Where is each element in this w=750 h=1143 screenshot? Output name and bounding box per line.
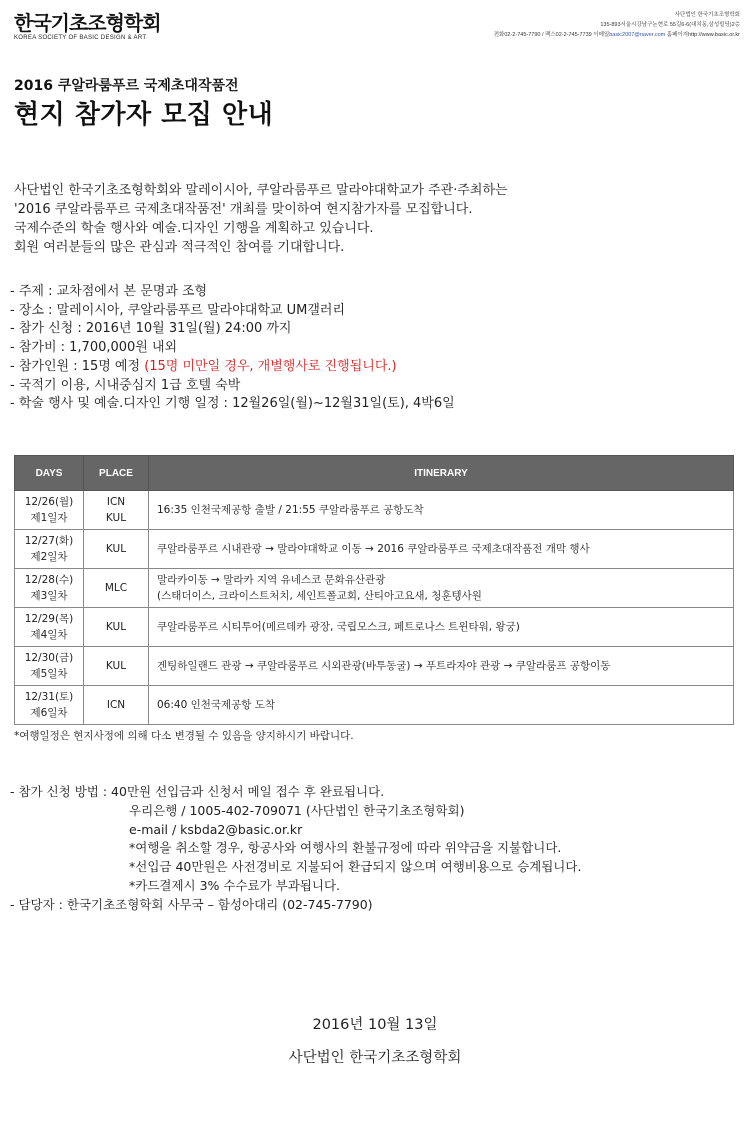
day-label: 제4일차 [30, 629, 68, 641]
place-cell [84, 491, 149, 530]
itinerary-text: 16:35 인천국제공항 출발 / 21:55 쿠알라룸푸르 공항도착 [157, 504, 424, 516]
intro-line: 국제수준의 학술 행사와 예술.디자인 기행을 계획하고 있습니다. [14, 221, 374, 236]
itinerary-header-row [15, 456, 734, 491]
day-cell [15, 647, 84, 686]
table-row [15, 530, 734, 569]
detail-participants [10, 358, 455, 377]
day-date: 12/30(금) [24, 652, 74, 664]
itinerary-cell [149, 686, 734, 725]
detail-lodging: - 국적기 이용, 시내중심지 1급 호텔 숙박 [10, 377, 241, 393]
day-label: 제1일자 [30, 512, 68, 524]
itinerary-text: 말라카이동 → 말라카 지역 유네스코 문화유산관광 [157, 574, 386, 586]
day-date: 12/31(토) [24, 691, 74, 703]
place-cell [84, 530, 149, 569]
table-row [15, 569, 734, 608]
itinerary-text: (스태더이스, 크라이스트처치, 세인트폴교회, 산티아고요새, 청훈텡사원 [157, 590, 482, 602]
header-contact-block [494, 10, 740, 40]
day-cell [15, 686, 84, 725]
contact-person: - 담당자 : 한국기초조형학회 사무국 – 함성아대리 (02-745-7790) [10, 896, 373, 912]
place-code: KUL [105, 660, 127, 672]
intro-line: '2016 쿠알라룸푸르 국제초대작품전' 개최를 맞이하여 현지참가자를 모집합니다. [14, 202, 473, 217]
place-code: KUL [105, 512, 127, 524]
place-code: KUL [105, 543, 127, 555]
header-itinerary: ITINERARY [149, 456, 734, 491]
cancel-policy: *여행을 취소할 경우, 항공사와 여행사의 환불규정에 따라 위약금을 지불합니다. [129, 840, 562, 856]
table-row [15, 647, 734, 686]
apply-method: - 참가 신청 방법 : 40만원 선입금과 신청서 메일 접수 후 완료됩니다. [10, 784, 385, 799]
itinerary-text: 쿠알라룸푸르 시내관광 → 말라야대학교 이동 → 2016 쿠알라룸푸르 국제초대작품전 개막 행사 [157, 543, 590, 555]
itinerary-cell [149, 608, 734, 647]
day-date: 12/28(수) [24, 574, 74, 586]
place-code: KUL [105, 621, 127, 633]
intro-line: 사단법인 한국기초조형학회와 말레이시아, 쿠알라룸푸르 말라야대학교가 주관·주최하는 [14, 183, 508, 198]
place-cell [84, 647, 149, 686]
day-date: 12/26(월) [24, 496, 74, 508]
itinerary-text: 06:40 인천국제공항 도착 [157, 699, 276, 711]
day-cell [15, 569, 84, 608]
itinerary-text: 쿠알라룸푸르 시티투어(메르데카 광장, 국립모스크, 페트로나스 트윈타워, 왕궁) [157, 621, 520, 633]
logo-subtext: KOREA SOCIETY OF BASIC DESIGN & ART [14, 35, 147, 41]
page-title: 현지 참가자 모집 안내 [14, 100, 274, 130]
header-contact-line [494, 30, 740, 40]
card-fee-note: *카드결제시 3% 수수료가 부과됩니다. [129, 877, 341, 893]
day-label: 제5일차 [30, 668, 68, 680]
table-row [15, 491, 734, 530]
itinerary-note: *여행일정은 현지사정에 의해 다소 변경될 수 있음을 양지하시기 바랍니다. [14, 730, 354, 742]
header-org-line: 사단법인 한국기초조형학회 [674, 12, 740, 18]
place-cell [84, 569, 149, 608]
day-cell [15, 608, 84, 647]
event-details-list [10, 283, 455, 414]
itinerary-cell [149, 569, 734, 608]
header-place: PLACE [84, 456, 149, 491]
table-row [15, 608, 734, 647]
detail-schedule: - 학술 행사 및 예술.디자인 기행 일정 : 12월26일(월)~12월31일(토), 4박6일 [10, 396, 455, 412]
participants-text: - 참가인원 : 15명 예정 [10, 358, 145, 374]
itinerary-cell [149, 647, 734, 686]
issue-date: 2016년 10월 13일 [312, 1017, 438, 1033]
header-days: DAYS [15, 456, 84, 491]
day-label: 제3일차 [30, 590, 68, 602]
apply-email: e-mail / ksbda2@basic.or.kr [129, 821, 303, 837]
table-row [15, 686, 734, 725]
detail-deadline: - 참가 신청 : 2016년 10월 31일(월) 24:00 까지 [10, 321, 292, 337]
detail-venue: - 장소 : 말레이시아, 쿠알라룸푸르 말라야대학교 UM갤러리 [10, 302, 346, 318]
deposit-policy: *선입금 40만원은 사전경비로 지불되어 환급되지 않으며 여행비용으로 승계됩니다. [129, 859, 582, 875]
detail-fee: - 참가비 : 1,700,000원 내외 [10, 340, 178, 356]
itinerary-cell [149, 491, 734, 530]
place-code: ICN [106, 496, 126, 508]
place-code: MLC [104, 582, 128, 594]
day-label: 제2일차 [30, 551, 68, 563]
place-code: ICN [106, 699, 126, 711]
logo-text: 한국기초조형학회 [14, 11, 161, 35]
day-cell [15, 491, 84, 530]
header-email-link[interactable]: basic2007@naver.com [609, 32, 666, 38]
day-date: 12/29(목) [24, 613, 74, 625]
itinerary-table [14, 455, 734, 725]
bank-account: 우리은행 / 1005-402-709071 (사단법인 한국기초조형학회) [129, 802, 465, 818]
header-address-line: 135-893서울시강남구논현로 55길6-6(대치동,삼성빌딩)2층 [600, 22, 740, 28]
society-logo [14, 12, 174, 41]
detail-theme: - 주제 : 교차점에서 본 문명과 조형 [10, 284, 208, 299]
place-cell [84, 608, 149, 647]
header-site-link[interactable]: http://www.basic.or.kr [688, 32, 740, 38]
intro-line: 회원 여러분들의 많은 관심과 적극적인 참여를 기대합니다. [14, 240, 345, 255]
header-contact-prefix: 전화02-2-745-7790 / 팩스02-2-745-7739 이메일 [493, 32, 610, 38]
day-date: 12/27(화) [24, 535, 74, 547]
day-label: 제6일차 [30, 707, 68, 719]
intro-paragraph [14, 181, 734, 257]
place-cell [84, 686, 149, 725]
application-info [10, 783, 581, 915]
participants-warning: (15명 미만일 경우, 개별행사로 진행됩니다.) [144, 358, 397, 374]
issuing-org: 사단법인 한국기초조형학회 [288, 1050, 462, 1066]
header-site-prefix: 홈페이지 [665, 32, 689, 38]
itinerary-cell [149, 530, 734, 569]
day-cell [15, 530, 84, 569]
itinerary-text: 겐팅하일랜드 관광 → 쿠알라룸푸르 시외관광(바투동굴) → 푸트라자야 관광 → 쿠알라룸프 공항이동 [157, 660, 611, 672]
event-subtitle: 2016 쿠알라룸푸르 국제초대작품전 [14, 78, 239, 94]
